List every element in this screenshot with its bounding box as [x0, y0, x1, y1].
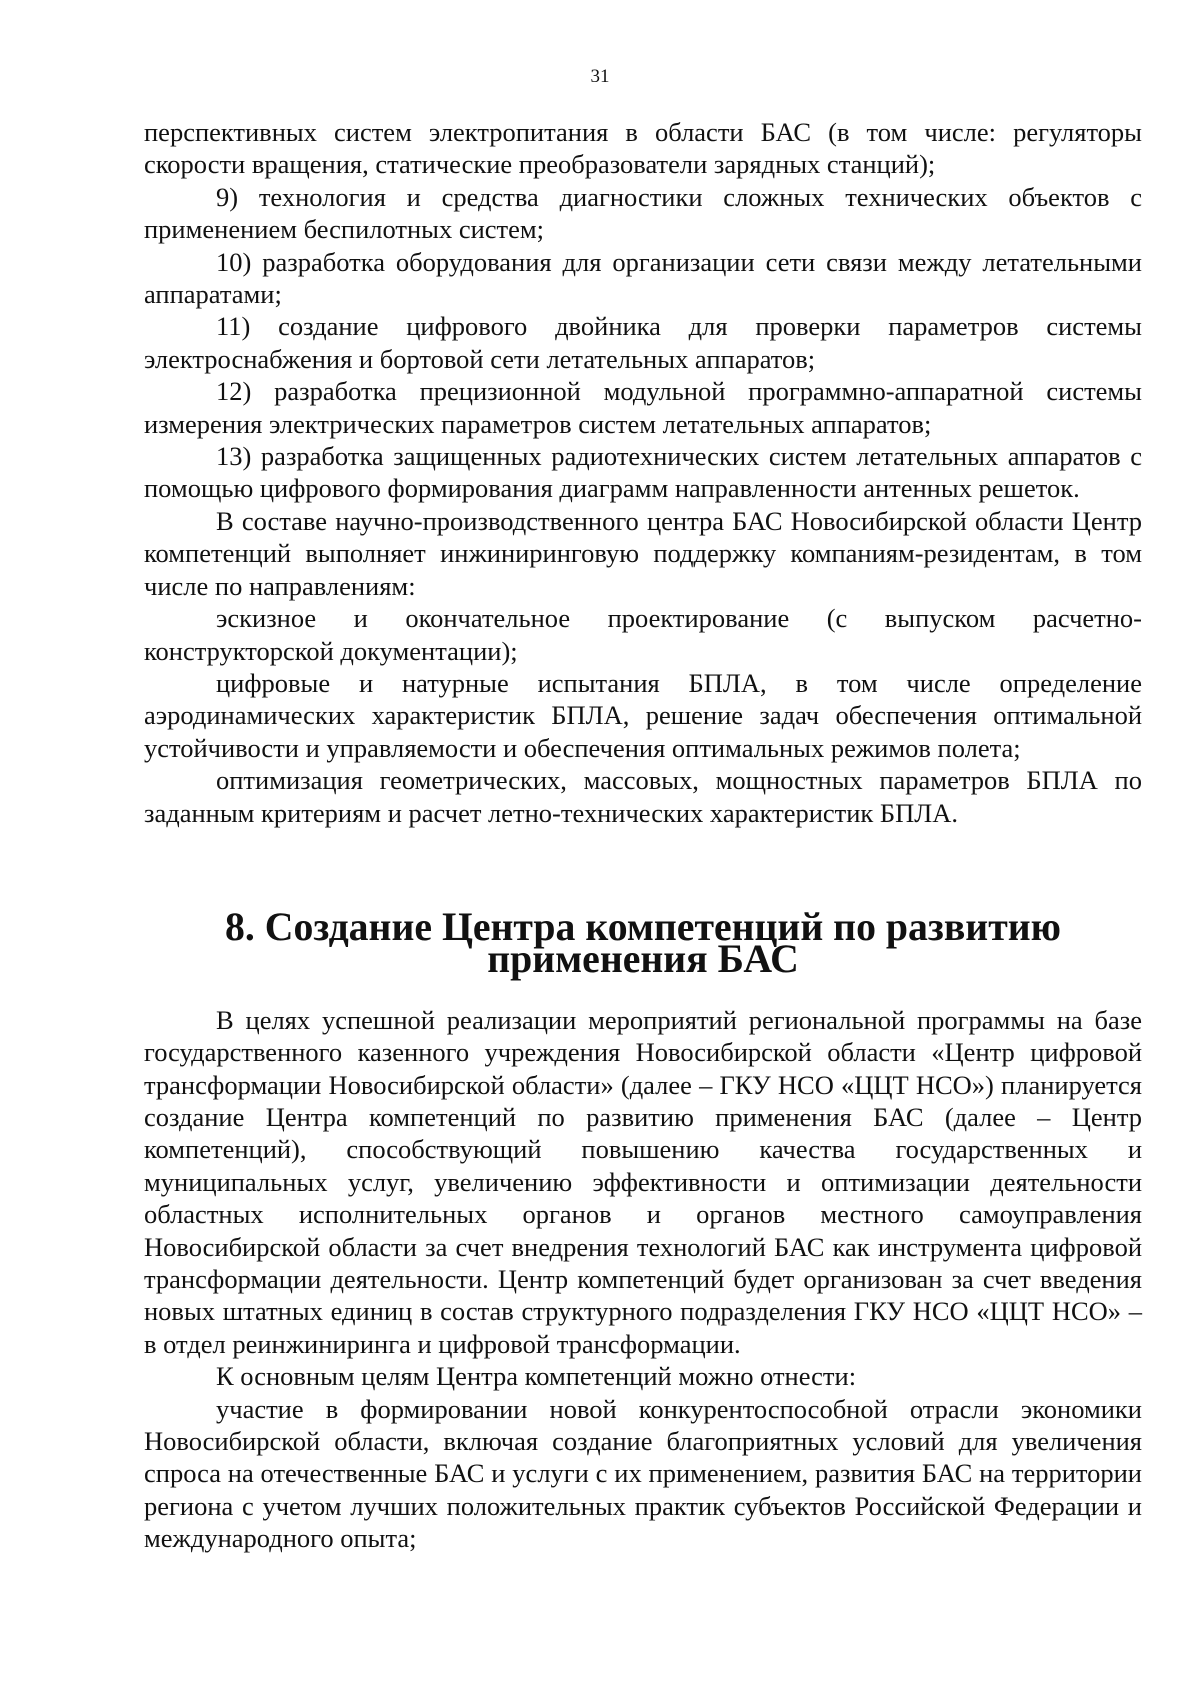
page-number: 31 [590, 66, 610, 87]
section-paragraph: В целях успешной реализации мероприятий региональной программы на базе государственного казенного учреждения Новосибирской области «Центр цифровой трансформации Новосибирской области» (далее – ГКУ НСО «ЦЦТ НСО») планируется создание Центра компетенций по развитию применения БАС (далее – Центр компетенций), способствующий повышению качества государственных и муниципальных услуг, увеличению эффективности и оптимизации деятельности областных исполнительных органов и органов местного самоуправления Новосибирской области за счет внедрения технологий БАС как инструмента цифровой трансформации деятельности. Центр компетенций будет организован за счет введения новых штатных единиц в состав структурного подразделения ГКУ НСО «ЦЦТ НСО» – в отдел реинжиниринга и цифровой трансформации. [144, 1004, 1142, 1359]
page-body [144, 116, 1142, 1555]
section-heading: 8. Создание Центра компетенций по развитию применения БАС [224, 904, 1062, 982]
goals-intro-paragraph: К основным целям Центра компетенций можно отнести: [216, 1361, 857, 1392]
engineering-intro-paragraph: В составе научно-производственного центра БАС Новосибирской области Центр компетенций выполняет инжиниринговую поддержку компаниям-резидентам, в том числе по направлениям: [144, 505, 1142, 601]
list-item: 9) технология и средства диагностики сложных технических объектов с применением беспилотных систем; [144, 181, 1142, 245]
engineering-item: эскизное и окончательное проектирование (с выпуском расчетно-конструкторской документации); [144, 603, 1142, 666]
list-item: 13) разработка защищенных радиотехнических систем летательных аппаратов с помощью цифрового формирования диаграмм направленности антенных решеток. [144, 441, 1142, 504]
engineering-item: оптимизация геометрических, массовых, мощностных параметров БПЛА по заданным критериям и расчет летно-технических характеристик БПЛА. [144, 765, 1142, 828]
list-item: 10) разработка оборудования для организации сети связи между летательными аппаратами; [144, 246, 1142, 310]
list-item: 11) создание цифрового двойника для проверки параметров системы электроснабжения и бортовой сети летательных аппаратов; [144, 311, 1142, 374]
section-spacer [144, 829, 1142, 911]
continuation-paragraph: перспективных систем электропитания в области БАС (в том числе: регуляторы скорости вращения, статические преобразователи зарядных станций); [144, 117, 1142, 180]
engineering-item: цифровые и натурные испытания БПЛА, в том числе определение аэродинамических характеристик БПЛА, решение задач обеспечения оптимальной устойчивости и управляемости и обеспечения оптимальных режимов полета; [144, 667, 1142, 763]
goals-item: участие в формировании новой конкурентоспособной отрасли экономики Новосибирской области, включая создание благоприятных условий для увеличения спроса на отечественные БАС и услуги с их применением, развития БАС на территории региона с учетом лучших положительных практик субъектов Российской Федерации и международного опыта; [144, 1393, 1142, 1554]
list-item: 12) разработка прецизионной модульной программно-аппаратной системы измерения электрических параметров систем летательных аппаратов; [144, 376, 1142, 439]
